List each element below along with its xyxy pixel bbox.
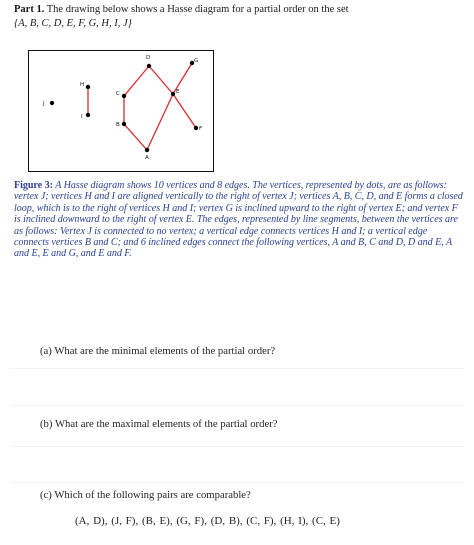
label-g: G <box>194 58 199 64</box>
edge-e-f <box>173 94 196 128</box>
label-j: J <box>43 101 45 107</box>
intro-paragraph <box>14 3 464 31</box>
edge-a-b <box>124 124 147 150</box>
question-c: (c) Which of the following pairs are comparable? <box>40 489 251 501</box>
label-a: A <box>145 155 149 161</box>
vertex-j <box>50 101 54 105</box>
label-i: I <box>81 114 83 120</box>
question-b: (b) What are the maximal elements of the partial order? <box>40 418 278 430</box>
vertex-a <box>145 148 149 152</box>
answer-divider <box>10 482 465 485</box>
intro-text: The drawing below shows a Hasse diagram for a partial order on the set <box>46 4 349 15</box>
figure-caption <box>14 180 464 260</box>
vertex-e <box>171 92 175 96</box>
answer-divider <box>10 405 465 408</box>
answer-divider <box>10 368 465 371</box>
intro-line-1 <box>14 3 464 17</box>
part-label: Part 1. <box>14 4 45 15</box>
edge-c-d <box>124 66 149 96</box>
hasse-diagram <box>29 51 213 171</box>
label-d: D <box>146 55 151 61</box>
caption-label: Figure 3: <box>14 180 53 191</box>
vertex-f <box>194 126 198 130</box>
label-h: H <box>80 82 85 88</box>
question-a: (a) What are the minimal elements of the partial order? <box>40 345 276 357</box>
label-c: C <box>116 91 120 97</box>
vertex-b <box>122 122 126 126</box>
edge-d-e <box>149 66 173 94</box>
hasse-diagram-box <box>28 50 214 172</box>
vertex-d <box>147 64 151 68</box>
comparable-pairs: (A, D), (J, F), (B, E), (G, F), (D, B), (C, F), (H, I), (C, E) <box>75 515 340 527</box>
vertex-labels <box>42 55 202 161</box>
vertex-h <box>86 85 90 89</box>
label-b: B <box>116 122 120 128</box>
label-f: F <box>199 126 203 132</box>
vertex-c <box>122 94 126 98</box>
edges <box>88 63 196 150</box>
caption-text: A Hasse diagram shows 10 vertices and 8 edges. The vertices, represented by dots, are as follows: vertex J; vertices H and I are aligned vertically to the right of vertex J; vertices A, B, C, D, and E forms a closed loop, which is to the right of vertices H and I; vertex G is inclined upward to the right of vertex E; and vertex F is inclined downward to the right of vertex E. The edges, represented by line segments, between the vertices are as follows: Vertex J is connected to no vertex; a vertical edge connects vertices H and I; a vertical edge connects vertices B and C; and 6 inclined edges connect the following vertices, A and B, C and D, D and E, A and E, E and G, and E and F. <box>14 180 463 260</box>
answer-divider <box>10 446 465 449</box>
label-e: E <box>176 89 180 95</box>
edge-a-e <box>147 94 173 150</box>
intro-set: {A, B, C, D, E, F, G, H, I, J} <box>14 18 132 29</box>
vertex-i <box>86 113 90 117</box>
